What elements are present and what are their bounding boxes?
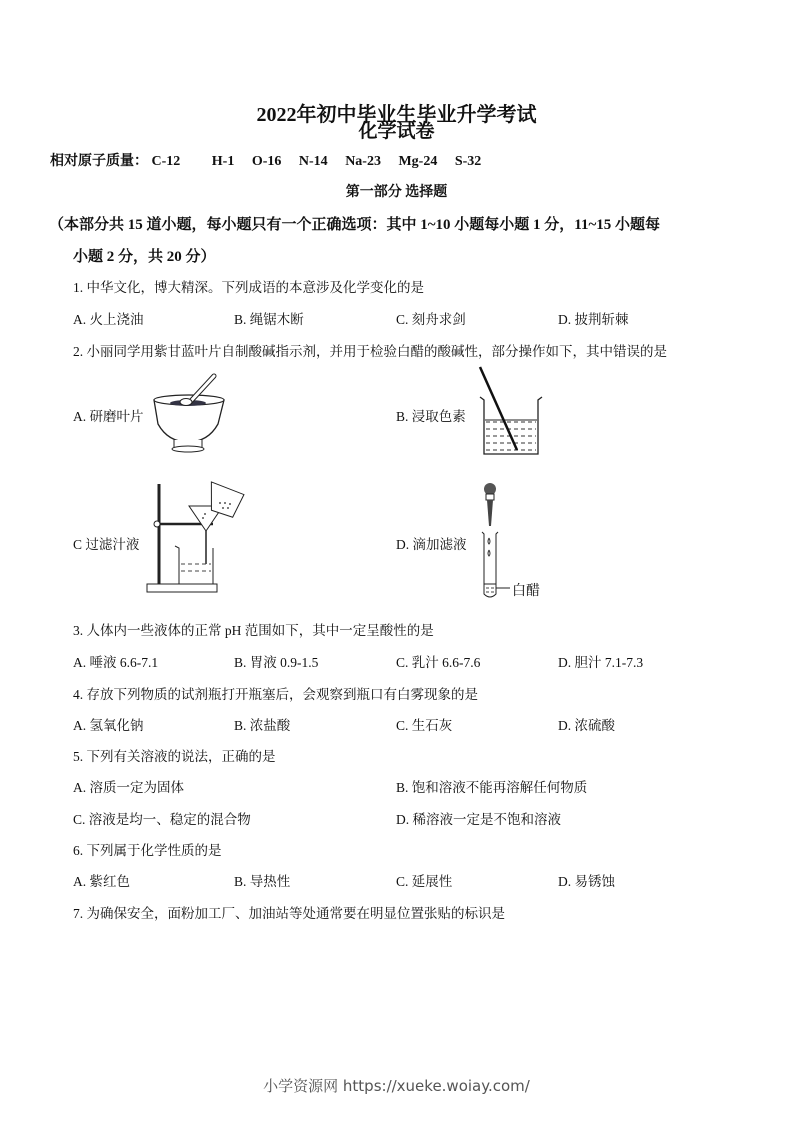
- atomic-mass: C-12: [151, 154, 181, 169]
- atomic-masses: [50, 150, 481, 170]
- q4-option-d[interactable]: D. 浓硫酸: [558, 718, 615, 733]
- q2-option-a[interactable]: A. 研磨叶片: [73, 409, 144, 424]
- q3-option-c[interactable]: C. 乳汁 6.6-7.6: [396, 655, 481, 670]
- atomic-mass: O-16: [251, 154, 282, 169]
- exam-subtitle: 化学试卷: [358, 121, 435, 142]
- q1-option-c[interactable]: C. 刻舟求剑: [396, 312, 466, 327]
- q6-option-b[interactable]: B. 导热性: [234, 874, 291, 889]
- atomic-mass: S-32: [454, 154, 482, 169]
- q3-option-d[interactable]: D. 胆汁 7.1-7.3: [558, 655, 644, 670]
- q1-option-d[interactable]: D. 披荆斩棘: [558, 312, 629, 327]
- q5-option-d[interactable]: D. 稀溶液一定是不饱和溶液: [396, 812, 561, 827]
- q4-option-a[interactable]: A. 氢氧化钠: [73, 718, 144, 733]
- q2-option-c[interactable]: C 过滤汁液: [73, 537, 140, 552]
- section-note-cont: 小题 2 分，共 20 分）: [73, 249, 216, 265]
- q1-option-a[interactable]: A. 火上浇油: [73, 312, 144, 327]
- q5-option-a[interactable]: A. 溶质一定为固体: [73, 780, 184, 795]
- atomic-mass-label: 相对原子质量：: [50, 154, 148, 169]
- atomic-mass: H-1: [211, 154, 235, 169]
- q6-option-a[interactable]: A. 紫红色: [73, 874, 130, 889]
- figure-label-vinegar: 白醋: [512, 583, 540, 599]
- beaker-stirring-rod-icon: [476, 364, 546, 459]
- question-7-stem: 7. 为确保安全，面粉加工厂、加油站等处通常要在明显位置张贴的标识是: [73, 906, 505, 921]
- exam-title: 2022年初中毕业生毕业升学考试: [256, 104, 537, 126]
- q5-option-b[interactable]: B. 饱和溶液不能再溶解任何物质: [396, 780, 588, 795]
- question-3-stem: 3. 人体内一些液体的正常 pH 范围如下，其中一定呈酸性的是: [73, 623, 434, 638]
- q5-option-c[interactable]: C. 溶液是均一、稳定的混合物: [73, 812, 251, 827]
- question-1-stem: 1. 中华文化，博大精深。下列成语的本意涉及化学变化的是: [73, 280, 424, 295]
- mortar-pestle-icon: [148, 370, 228, 460]
- question-6-stem: 6. 下列属于化学性质的是: [73, 843, 222, 858]
- footer-watermark: 小学资源网 https://xueke.woiay.com/: [263, 1077, 530, 1095]
- q2-option-b[interactable]: B. 浸取色素: [396, 409, 466, 424]
- section-title: 第一部分 选择题: [345, 185, 448, 200]
- question-4-stem: 4. 存放下列物质的试剂瓶打开瓶塞后，会观察到瓶口有白雾现象的是: [73, 687, 478, 702]
- atomic-mass: Mg-24: [398, 154, 438, 169]
- atomic-mass: N-14: [298, 154, 328, 169]
- q3-option-b[interactable]: B. 胃液 0.9-1.5: [234, 655, 319, 670]
- q6-option-c[interactable]: C. 延展性: [396, 874, 453, 889]
- q2-option-d[interactable]: D. 滴加滤液: [396, 537, 467, 552]
- filtration-apparatus-icon: [145, 476, 255, 594]
- question-2-stem: 2. 小丽同学用紫甘蓝叶片自制酸碱指示剂，并用于检验白醋的酸碱性，部分操作如下，其中错误的是: [73, 344, 667, 359]
- section-note: （本部分共 15 道小题，每小题只有一个正确选项：其中 1~10 小题每小题 1 分，11~15 小题每: [49, 217, 661, 233]
- q6-option-d[interactable]: D. 易锈蚀: [558, 874, 615, 889]
- q1-option-b[interactable]: B. 绳锯木断: [234, 312, 304, 327]
- question-5-stem: 5. 下列有关溶液的说法，正确的是: [73, 749, 276, 764]
- q4-option-c[interactable]: C. 生石灰: [396, 718, 453, 733]
- q4-option-b[interactable]: B. 浓盐酸: [234, 718, 291, 733]
- atomic-mass: Na-23: [345, 154, 381, 169]
- q3-option-a[interactable]: A. 唾液 6.6-7.1: [73, 655, 159, 670]
